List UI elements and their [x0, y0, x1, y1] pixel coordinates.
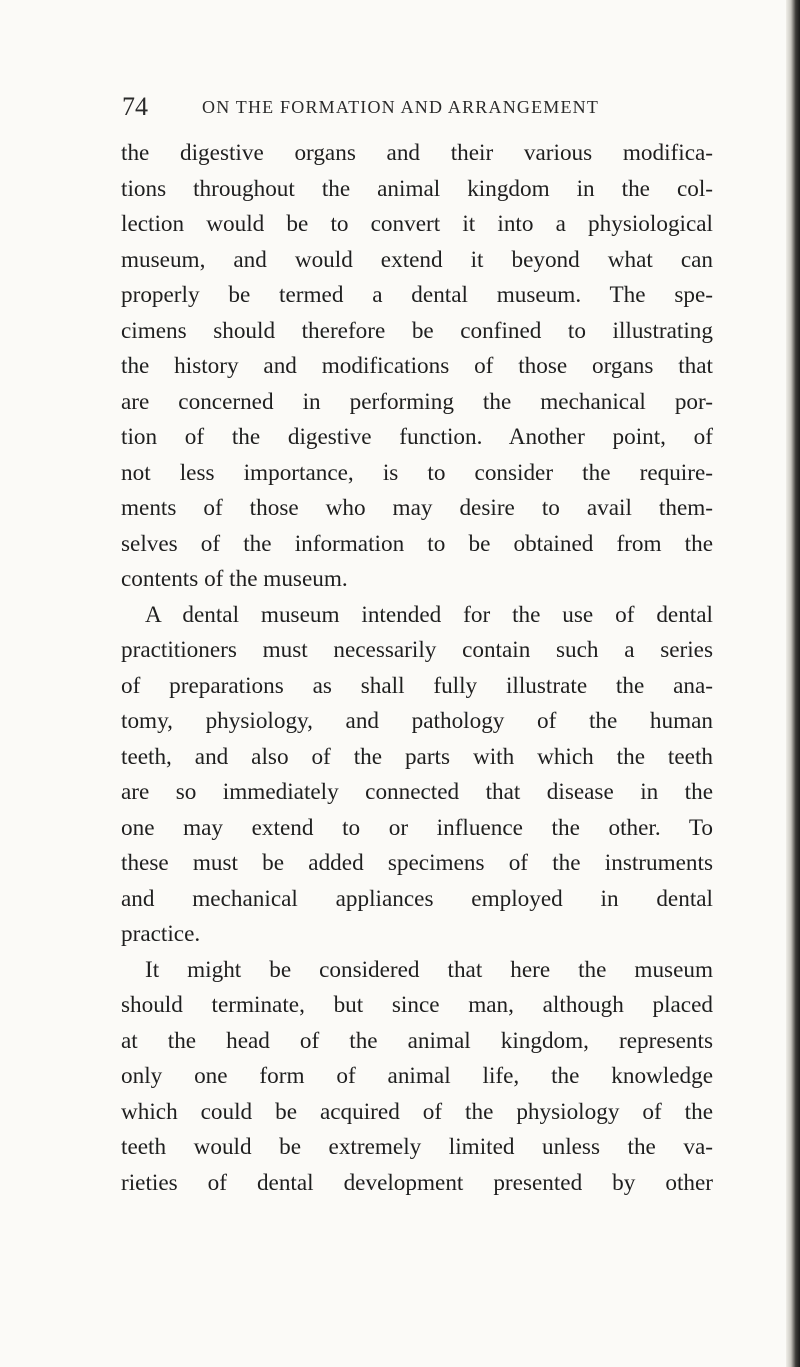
text-line: museum, and would extend it beyond what can — [121, 246, 713, 273]
text-line: which could be acquired of the physiology of the — [121, 1098, 713, 1125]
text-line: are so immediately connected that disease in the — [121, 779, 713, 805]
text-line: not less importance, is to consider the require- — [121, 459, 713, 486]
text-line: one may extend to or influence the other. To — [121, 814, 713, 841]
text-line: tions throughout the animal kingdom in the col- — [121, 175, 713, 202]
page-edge-shadow — [786, 0, 800, 1367]
text-line: the digestive organs and their various modifica- — [121, 140, 713, 166]
text-line: of preparations as shall fully illustrate the ana- — [121, 672, 713, 699]
page-number: 74 — [122, 92, 148, 121]
paragraph-end-line: practice. — [121, 921, 201, 947]
paragraph-start-line: It might be considered that here the museum — [145, 956, 713, 983]
text-line: at the head of the animal kingdom, represents — [121, 1027, 713, 1054]
text-line: tion of the digestive function. Another point, of — [121, 424, 713, 450]
text-line: selves of the information to be obtained from the — [121, 530, 713, 557]
text-line: ments of those who may desire to avail them- — [121, 495, 713, 521]
text-line: and mechanical appliances employed in dental — [121, 885, 713, 912]
paragraph-end-line: contents of the museum. — [121, 566, 348, 592]
text-line: teeth would be extremely limited unless the va- — [121, 1134, 713, 1160]
text-line: lection would be to convert it into a physiological — [121, 211, 713, 237]
text-line: properly be termed a dental museum. The spe- — [121, 282, 713, 308]
text-line: these must be added specimens of the instruments — [121, 850, 713, 876]
text-line: only one form of animal life, the knowledge — [121, 1063, 713, 1089]
text-line: should terminate, but since man, although placed — [121, 992, 713, 1018]
running-head — [122, 92, 642, 122]
text-line: the history and modifications of those organs that — [121, 353, 713, 379]
paragraph-start-line: A dental museum intended for the use of dental — [145, 601, 713, 628]
text-line: teeth, and also of the parts with which the teeth — [121, 743, 713, 770]
text-line: practitioners must necessarily contain such a series — [121, 637, 713, 663]
text-line: are concerned in performing the mechanical por- — [121, 388, 713, 415]
running-head-title: ON THE FORMATION AND ARRANGEMENT — [202, 97, 600, 117]
text-line: rieties of dental development presented by other — [121, 1169, 713, 1196]
text-line: cimens should therefore be confined to illustrating — [121, 317, 713, 344]
text-line: tomy, physiology, and pathology of the human — [121, 708, 713, 734]
body-text — [121, 136, 713, 1201]
